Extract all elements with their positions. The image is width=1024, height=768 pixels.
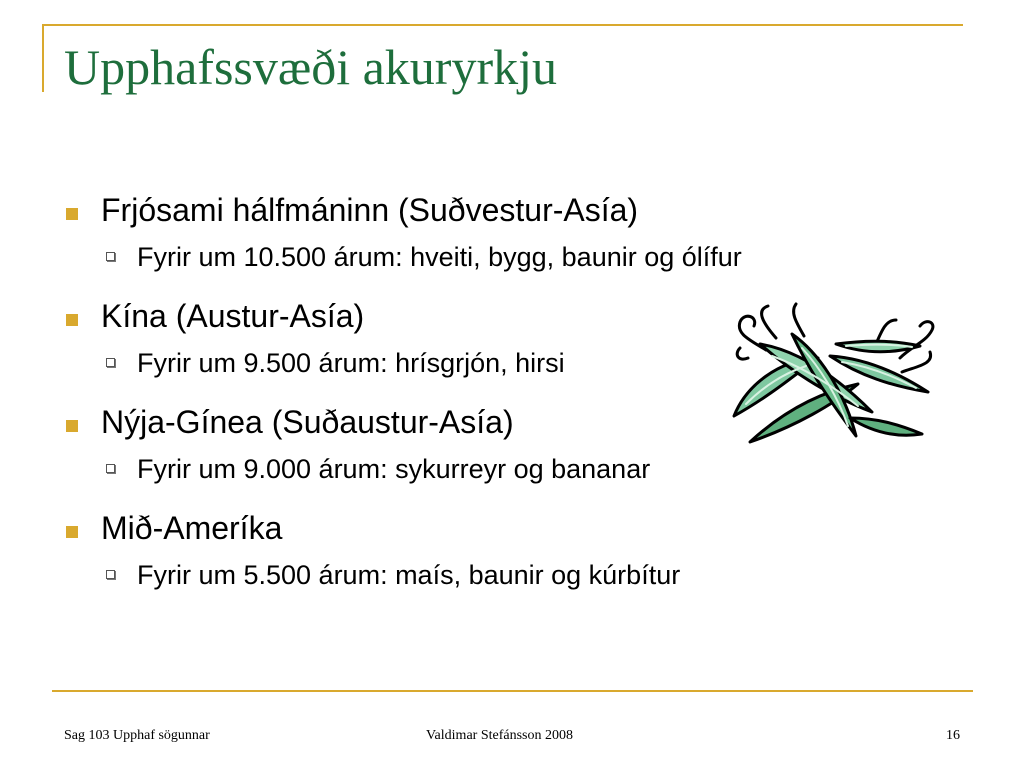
square-bullet-icon	[66, 526, 78, 538]
hollow-square-bullet-icon	[106, 570, 115, 579]
sub-bullet-item	[64, 456, 924, 502]
sub-bullet-item	[64, 562, 924, 608]
bullet-text: Mið-Ameríka	[101, 510, 283, 546]
bullet-item	[64, 502, 924, 562]
square-bullet-icon	[66, 420, 78, 432]
slide-number: 16	[946, 728, 960, 743]
sub-bullet-item	[64, 244, 924, 290]
bullet-text: Nýja-Gínea (Suðaustur-Asía)	[101, 404, 514, 440]
footer-course: Sag 103 Upphaf sögunnar	[64, 728, 210, 743]
slide-title: Upphafssvæði akuryrkju	[64, 39, 557, 95]
bullet-text: Frjósami hálfmáninn (Suðvestur-Asía)	[101, 192, 639, 228]
square-bullet-icon	[66, 314, 78, 326]
bullet-item	[64, 184, 924, 244]
sub-bullet-text: Fyrir um 9.000 árum: sykurreyr og bananar	[137, 454, 651, 484]
footer-rule	[52, 690, 973, 692]
title-frame-left-rule	[42, 24, 44, 92]
sub-bullet-text: Fyrir um 10.500 árum: hveiti, bygg, baunir og ólífur	[137, 242, 742, 272]
sub-bullet-text: Fyrir um 5.500 árum: maís, baunir og kúrbítur	[137, 560, 681, 590]
footer-author: Valdimar Stefánsson 2008	[426, 728, 573, 743]
hollow-square-bullet-icon	[106, 252, 115, 261]
green-beans-clipart-icon	[726, 300, 938, 448]
square-bullet-icon	[66, 208, 78, 220]
title-frame-top-rule	[42, 24, 963, 26]
sub-bullet-text: Fyrir um 9.500 árum: hrísgrjón, hirsi	[137, 348, 565, 378]
hollow-square-bullet-icon	[106, 464, 115, 473]
hollow-square-bullet-icon	[106, 358, 115, 367]
bullet-text: Kína (Austur-Asía)	[101, 298, 365, 334]
